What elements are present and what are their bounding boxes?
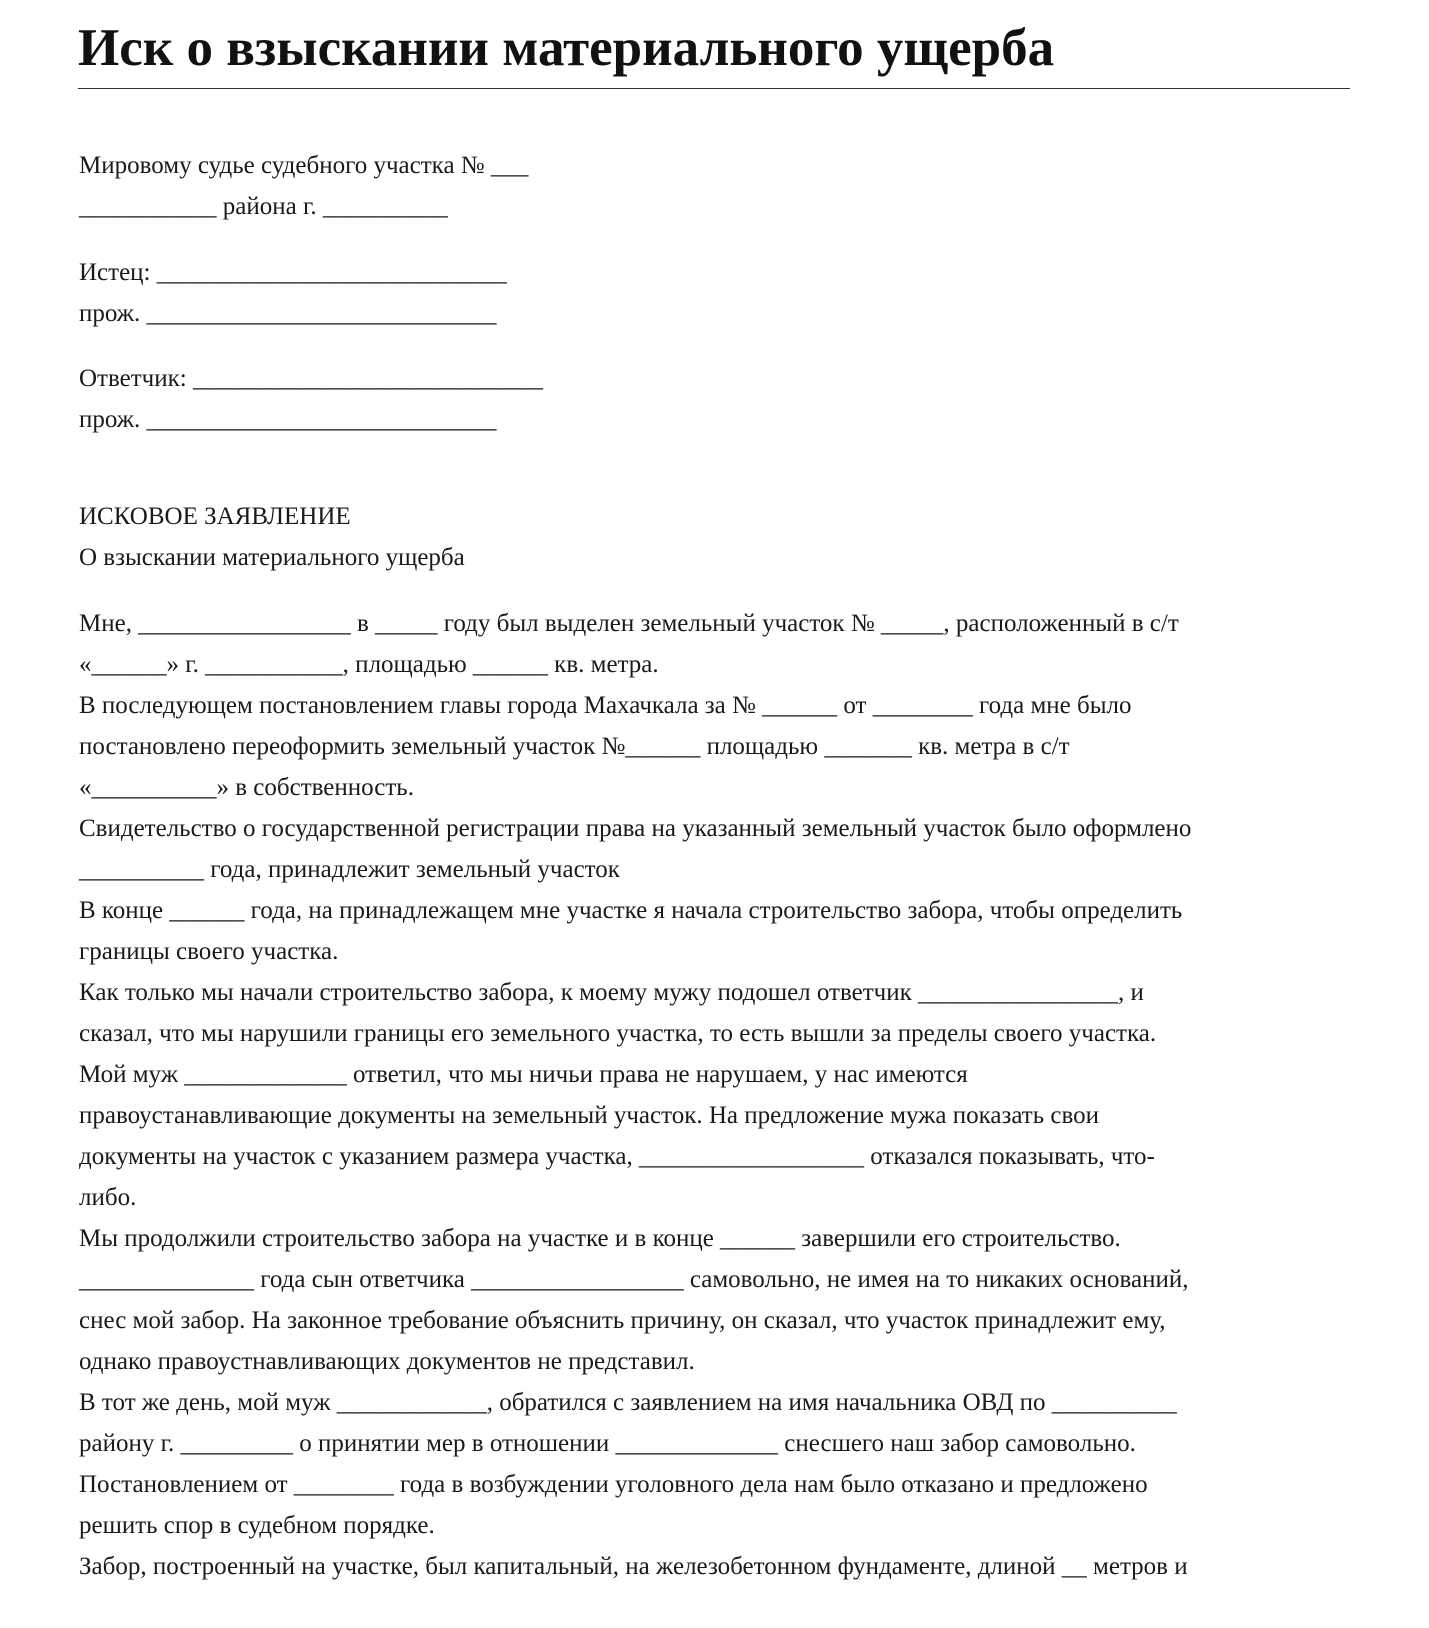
body-line: В конце ______ года, на принадлежащем мне участке я начала строительство забора, чтобы определить: [79, 897, 1183, 924]
court-line-1: Мировому судье судебного участка № ___: [79, 152, 529, 179]
body-line: либо.: [79, 1184, 137, 1211]
court-line-2: ___________ района г. __________: [79, 193, 448, 220]
body-line: __________ года, принадлежит земельный участок: [79, 856, 620, 883]
statement-subheading: О взыскании материального ущерба: [79, 544, 465, 571]
body-line: Свидетельство о государственной регистрации права на указанный земельный участок было оформлено: [79, 815, 1192, 842]
document-title: Иск о взыскании материального ущерба: [78, 8, 1350, 89]
body-line: Мы продолжили строительство забора на участке и в конце ______ завершили его строительство.: [79, 1225, 1121, 1252]
body-line: Как только мы начали строительство забора, к моему мужу подошел ответчик ________________, и: [79, 979, 1144, 1006]
body-line: В последующем постановлением главы города Махачкала за № ______ от ________ года мне было: [79, 692, 1132, 719]
plaintiff-block: [79, 252, 1369, 334]
body-line: району г. _________ о принятии мер в отношении _____________ снесшего наш забор самовольно.: [79, 1430, 1136, 1457]
body-line: сказал, что мы нарушили границы его земельного участка, то есть вышли за пределы своего участка.: [79, 1020, 1157, 1047]
body-line: документы на участок с указанием размера участка, __________________ отказался показывать, что-: [79, 1143, 1155, 1170]
statement-heading: ИСКОВОЕ ЗАЯВЛЕНИЕ: [79, 503, 351, 530]
body-line: В тот же день, мой муж ____________, обратился с заявлением на имя начальника ОВД по __________: [79, 1389, 1177, 1416]
court-addressee: [79, 145, 1369, 227]
body-line: постановлено переоформить земельный участок №______ площадью _______ кв. метра в с/т: [79, 733, 1070, 760]
body-line: «__________» в собственность.: [79, 774, 414, 801]
body-line: ______________ года сын ответчика _________________ самовольно, не имея на то никаких оснований,: [79, 1266, 1189, 1293]
body-line: границы своего участка.: [79, 938, 339, 965]
statement-heading-block: [79, 496, 1369, 578]
body-line: решить спор в судебном порядке.: [79, 1512, 435, 1539]
plaintiff-residence-field: прож. ____________________________: [79, 300, 497, 327]
body-line: Забор, построенный на участке, был капитальный, на железобетонном фундаменте, длиной __ метров и: [79, 1553, 1188, 1580]
body-line: снес мой забор. На законное требование объяснить причину, он сказал, что участок принадлежит ему,: [79, 1307, 1166, 1334]
body-line: Мне, _________________ в _____ году был выделен земельный участок № _____, расположенный в с/т: [79, 610, 1179, 637]
defendant-residence-field: прож. ____________________________: [79, 406, 497, 433]
statement-body: [79, 603, 1369, 1587]
body-line: однако правоустнавливающих документов не представил.: [79, 1348, 695, 1375]
body-line: Мой муж _____________ ответил, что мы ничьи права не нарушаем, у нас имеются: [79, 1061, 968, 1088]
body-line: Постановлением от ________ года в возбуждении уголовного дела нам было отказано и предложено: [79, 1471, 1148, 1498]
defendant-block: [79, 358, 1369, 440]
defendant-field: Ответчик: ____________________________: [79, 365, 543, 392]
body-line: «______» г. ___________, площадью ______ кв. метра.: [79, 651, 659, 678]
plaintiff-field: Истец: ____________________________: [79, 259, 507, 286]
body-line: правоустанавливающие документы на земельный участок. На предложение мужа показать свои: [79, 1102, 1099, 1129]
